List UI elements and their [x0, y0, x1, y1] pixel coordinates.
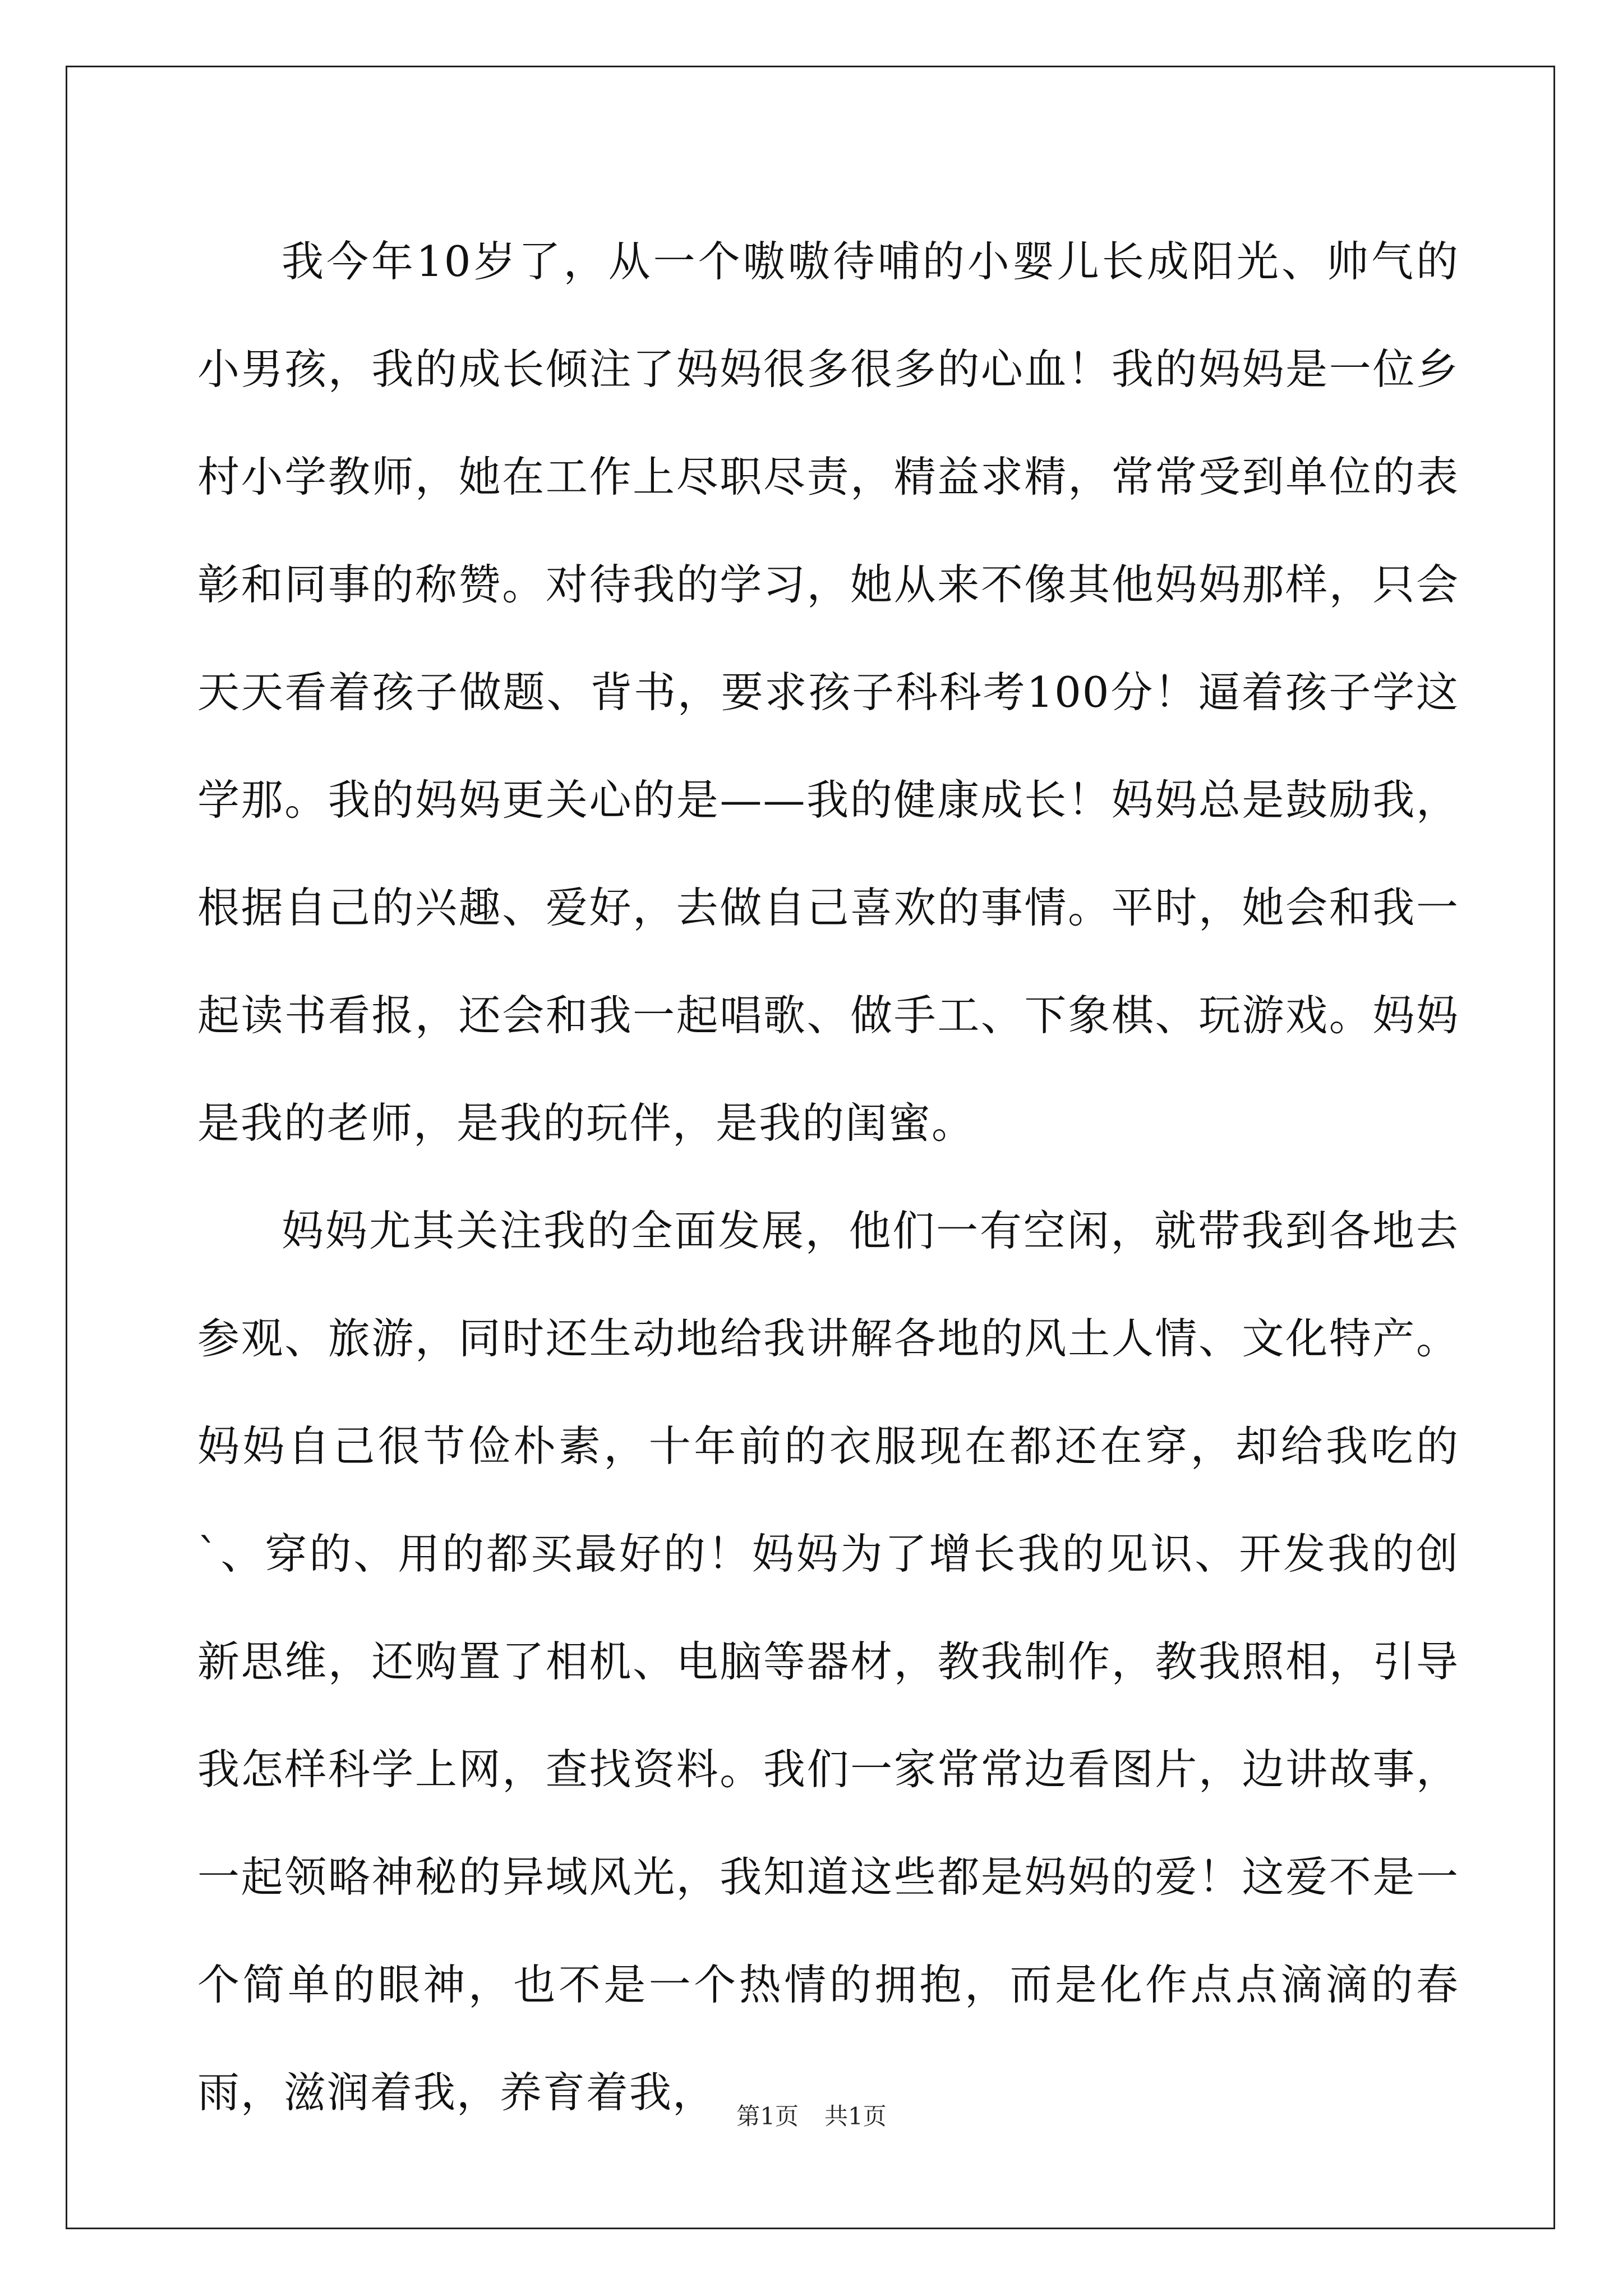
document-body — [197, 208, 1459, 2146]
page-number: 第1页 — [736, 2102, 799, 2130]
paragraph-2: 妈妈尤其关注我的全面发展，他们一有空闲，就带我到各地去参观、旅游，同时还生动地给我讲解各地的风土人情、文化特产。妈妈自己很节俭朴素，十年前的衣服现在都还在穿，却给我吃的`、穿的、用的都买最好的！妈妈为了增长我的见识、开发我的创新思维，还购置了相机、电脑等器材，教我制作，教我照相，引导我怎样科学上网，查找资料。我们一家常常边看图片，边讲故事，一起领略神秘的异域风光，我知道这些都是妈妈的爱！这爱不是一个简单的眼神，也不是一个热情的拥抱，而是化作点点滴滴的春雨，滋润着我，养育着我， — [197, 1206, 1459, 2117]
page-footer — [0, 2098, 1623, 2132]
page-total: 共1页 — [824, 2102, 887, 2130]
paragraph-1: 我今年10岁了，从一个嗷嗷待哺的小婴儿长成阳光、帅气的小男孩，我的成长倾注了妈妈很多很多的心血！我的妈妈是一位乡村小学教师，她在工作上尽职尽责，精益求精，常常受到单位的表彰和同事的称赞。对待我的学习，她从来不像其他妈妈那样，只会天天看着孩子做题、背书，要求孩子科科考100分！逼着孩子学这学那。我的妈妈更关心的是——我的健康成长！妈妈总是鼓励我，根据自己的兴趣、爱好，去做自己喜欢的事情。平时，她会和我一起读书看报，还会和我一起唱歌、做手工、下象棋、玩游戏。妈妈是我的老师，是我的玩伴，是我的闺蜜。 — [197, 237, 1459, 1148]
